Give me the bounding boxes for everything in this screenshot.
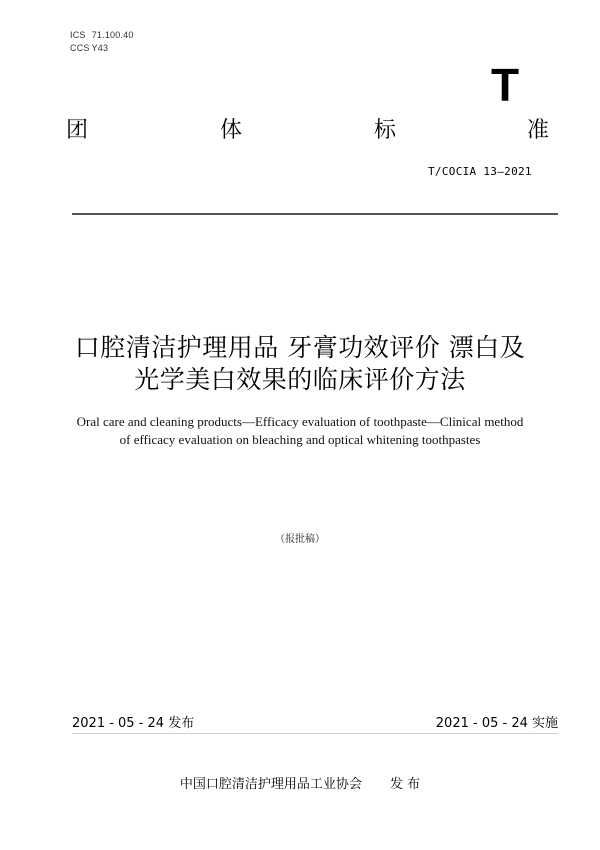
title-cn-line-2: 光学美白效果的临床评价方法 bbox=[134, 365, 466, 394]
standard-code: T/COCIA 13—2021 bbox=[428, 165, 532, 178]
draft-status: （报批稿） bbox=[275, 534, 325, 545]
title-en-line-2: of efficacy evaluation on bleaching and optical whitening toothpastes bbox=[119, 432, 481, 447]
header-divider bbox=[72, 213, 558, 215]
issue-date: 2021 - 05 - 24 发布 bbox=[72, 716, 195, 731]
publisher-action: 发 布 bbox=[389, 777, 421, 792]
ccs-label: CCS bbox=[70, 43, 90, 53]
implement-date: 2021 - 05 - 24 实施 bbox=[435, 716, 558, 731]
standard-type-word-3: 标 bbox=[374, 118, 397, 143]
standard-type-word-4: 准 bbox=[527, 118, 550, 143]
title-en-line-1: Oral care and cleaning products—Efficacy evaluation of toothpaste—Clinical method bbox=[76, 414, 524, 429]
ics-value: 71.100.40 bbox=[91, 30, 134, 40]
title-cn-line-1: 口腔清洁护理用品 牙膏功效评价 漂白及 bbox=[74, 333, 526, 362]
standard-type-letter: T bbox=[491, 59, 520, 111]
footer-divider bbox=[72, 733, 558, 734]
publisher-name: 中国口腔清洁护理用品工业协会 bbox=[179, 777, 362, 792]
ics-label: ICS bbox=[70, 30, 86, 40]
standard-type-word-1: 团 bbox=[66, 118, 89, 143]
ics-code bbox=[70, 29, 134, 41]
standard-type-word-2: 体 bbox=[220, 118, 243, 143]
ccs-code bbox=[70, 42, 108, 54]
publisher-line bbox=[0, 776, 600, 794]
ccs-value: Y43 bbox=[91, 43, 109, 53]
